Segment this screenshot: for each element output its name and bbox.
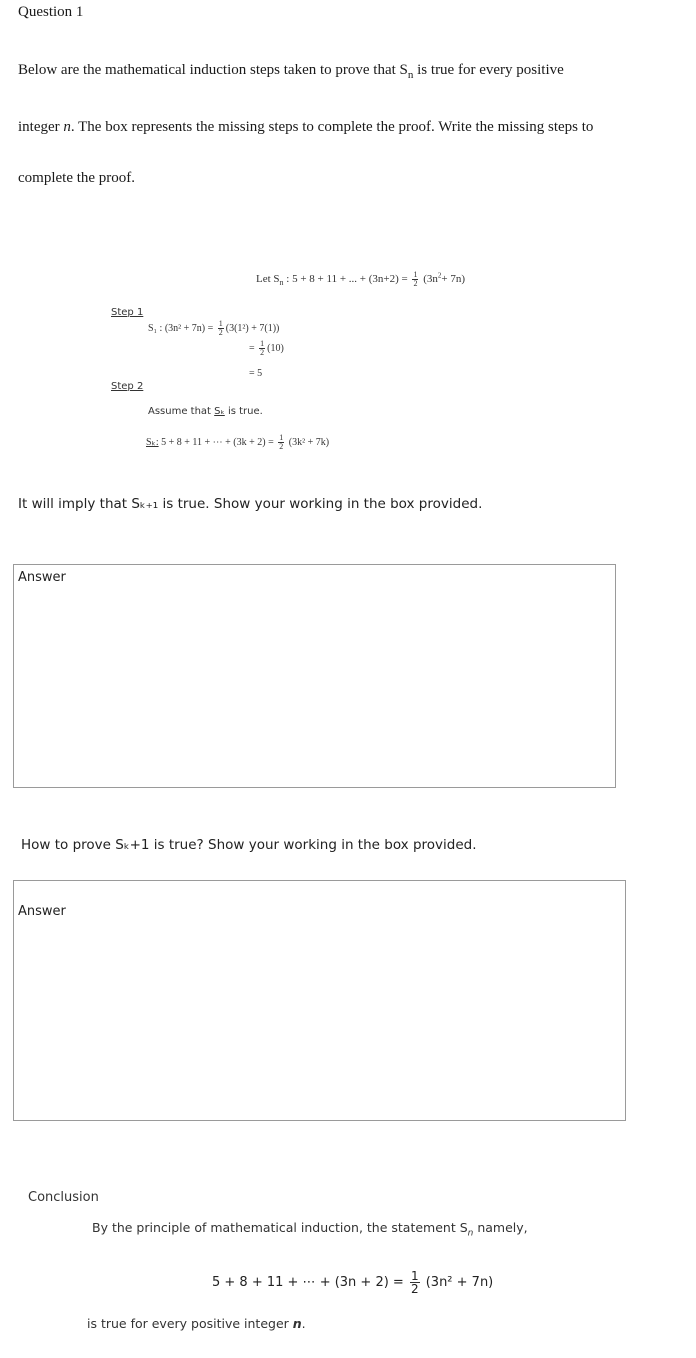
answer-box-1-label: Answer xyxy=(18,570,66,585)
conclusion-label: Conclusion xyxy=(28,1190,99,1205)
s1-rhs: (3(1²) + 7(1)) xyxy=(225,322,280,334)
intro2-start: integer xyxy=(18,119,64,135)
let-series: : 5 + 8 + 11 + ... + (3n+2) = xyxy=(283,273,411,286)
intro2-end: . The box represents the missing steps to complete the proof. Write the missing steps to xyxy=(70,119,594,135)
s1-frac-den: 2 xyxy=(218,328,223,337)
sk-tail: (3k² + 7k) xyxy=(286,436,330,448)
let-fraction xyxy=(412,271,418,288)
sk-fraction xyxy=(278,434,284,451)
s1-line2-frac-num: 1 xyxy=(260,339,265,348)
question-intro-line3: complete the proof. xyxy=(18,170,136,186)
conclusion-final-var: n xyxy=(292,1316,302,1331)
conclusion-line1-a: By the principle of mathematical induction, the statement S xyxy=(92,1220,468,1235)
let-tail-a: (3n xyxy=(420,273,438,286)
intro2-var: n xyxy=(63,119,71,135)
question-title: Question 1 xyxy=(18,4,84,20)
conclusion-equation xyxy=(212,1270,493,1295)
answer-box-1[interactable] xyxy=(13,564,616,788)
step1-label: Step 1 xyxy=(111,307,144,318)
s1-line2-eq: = xyxy=(249,342,258,354)
step2-label: Step 2 xyxy=(111,381,144,392)
let-frac-num: 1 xyxy=(413,270,418,279)
s1-fraction xyxy=(218,320,224,337)
conclusion-line1-sub: n xyxy=(467,1228,474,1239)
question-intro-line1 xyxy=(18,62,678,79)
let-sub: n xyxy=(279,278,284,288)
sk-label: Sₖ: xyxy=(146,436,159,448)
assume-sk: Sₖ xyxy=(214,406,225,417)
conclusion-final xyxy=(87,1316,306,1331)
let-tail-b: + 7n) xyxy=(441,273,466,286)
answer-box-2[interactable] xyxy=(13,880,626,1121)
sk-statement xyxy=(146,434,329,451)
conclusion-final-a: is true for every positive integer xyxy=(87,1316,293,1331)
question-intro-line2 xyxy=(18,119,688,136)
prompt-2: How to prove Sₖ+1 is true? Show your working in the box provided. xyxy=(21,837,477,853)
answer-box-2-label: Answer xyxy=(18,904,66,919)
conclusion-eq-lhs: 5 + 8 + 11 + ⋯ + (3n + 2) = xyxy=(212,1275,408,1290)
s1-frac-num: 1 xyxy=(218,319,223,328)
intro-text: Below are the mathematical induction steps taken to prove that S xyxy=(18,62,408,78)
s1-line2-fraction xyxy=(259,340,265,357)
let-statement xyxy=(256,271,465,288)
conclusion-eq-frac-num: 1 xyxy=(410,1269,419,1283)
assume-a: Assume that xyxy=(148,406,215,417)
assume-statement xyxy=(148,406,263,417)
assume-b: is true. xyxy=(224,406,263,417)
conclusion-eq-frac-den: 2 xyxy=(410,1282,419,1296)
let-prefix: Let S xyxy=(256,273,280,286)
step1-line1 xyxy=(148,320,279,337)
let-tail-sup: 2 xyxy=(437,271,442,280)
s1-line2-frac-den: 2 xyxy=(260,348,265,357)
conclusion-eq-rhs: (3n² + 7n) xyxy=(421,1275,494,1290)
s1-lhs: S₁ : (3n² + 7n) = xyxy=(148,322,216,334)
s1-line2-rhs: (10) xyxy=(267,342,284,354)
sk-frac-num: 1 xyxy=(279,433,284,442)
conclusion-line1-b: namely, xyxy=(473,1220,528,1235)
prompt-1: It will imply that Sₖ₊₁ is true. Show your working in the box provided. xyxy=(18,496,483,512)
intro-subscript: n xyxy=(407,69,414,81)
conclusion-final-b: . xyxy=(301,1316,306,1331)
intro-text-end: is true for every positive xyxy=(413,62,564,78)
sk-series: 5 + 8 + 11 + ⋯ + (3k + 2) = xyxy=(158,436,277,448)
step1-line2 xyxy=(249,340,284,357)
sk-frac-den: 2 xyxy=(279,442,284,451)
step1-line3: = 5 xyxy=(249,368,263,379)
let-frac-den: 2 xyxy=(413,279,418,288)
conclusion-line1 xyxy=(92,1220,528,1239)
conclusion-eq-fraction xyxy=(410,1270,420,1295)
